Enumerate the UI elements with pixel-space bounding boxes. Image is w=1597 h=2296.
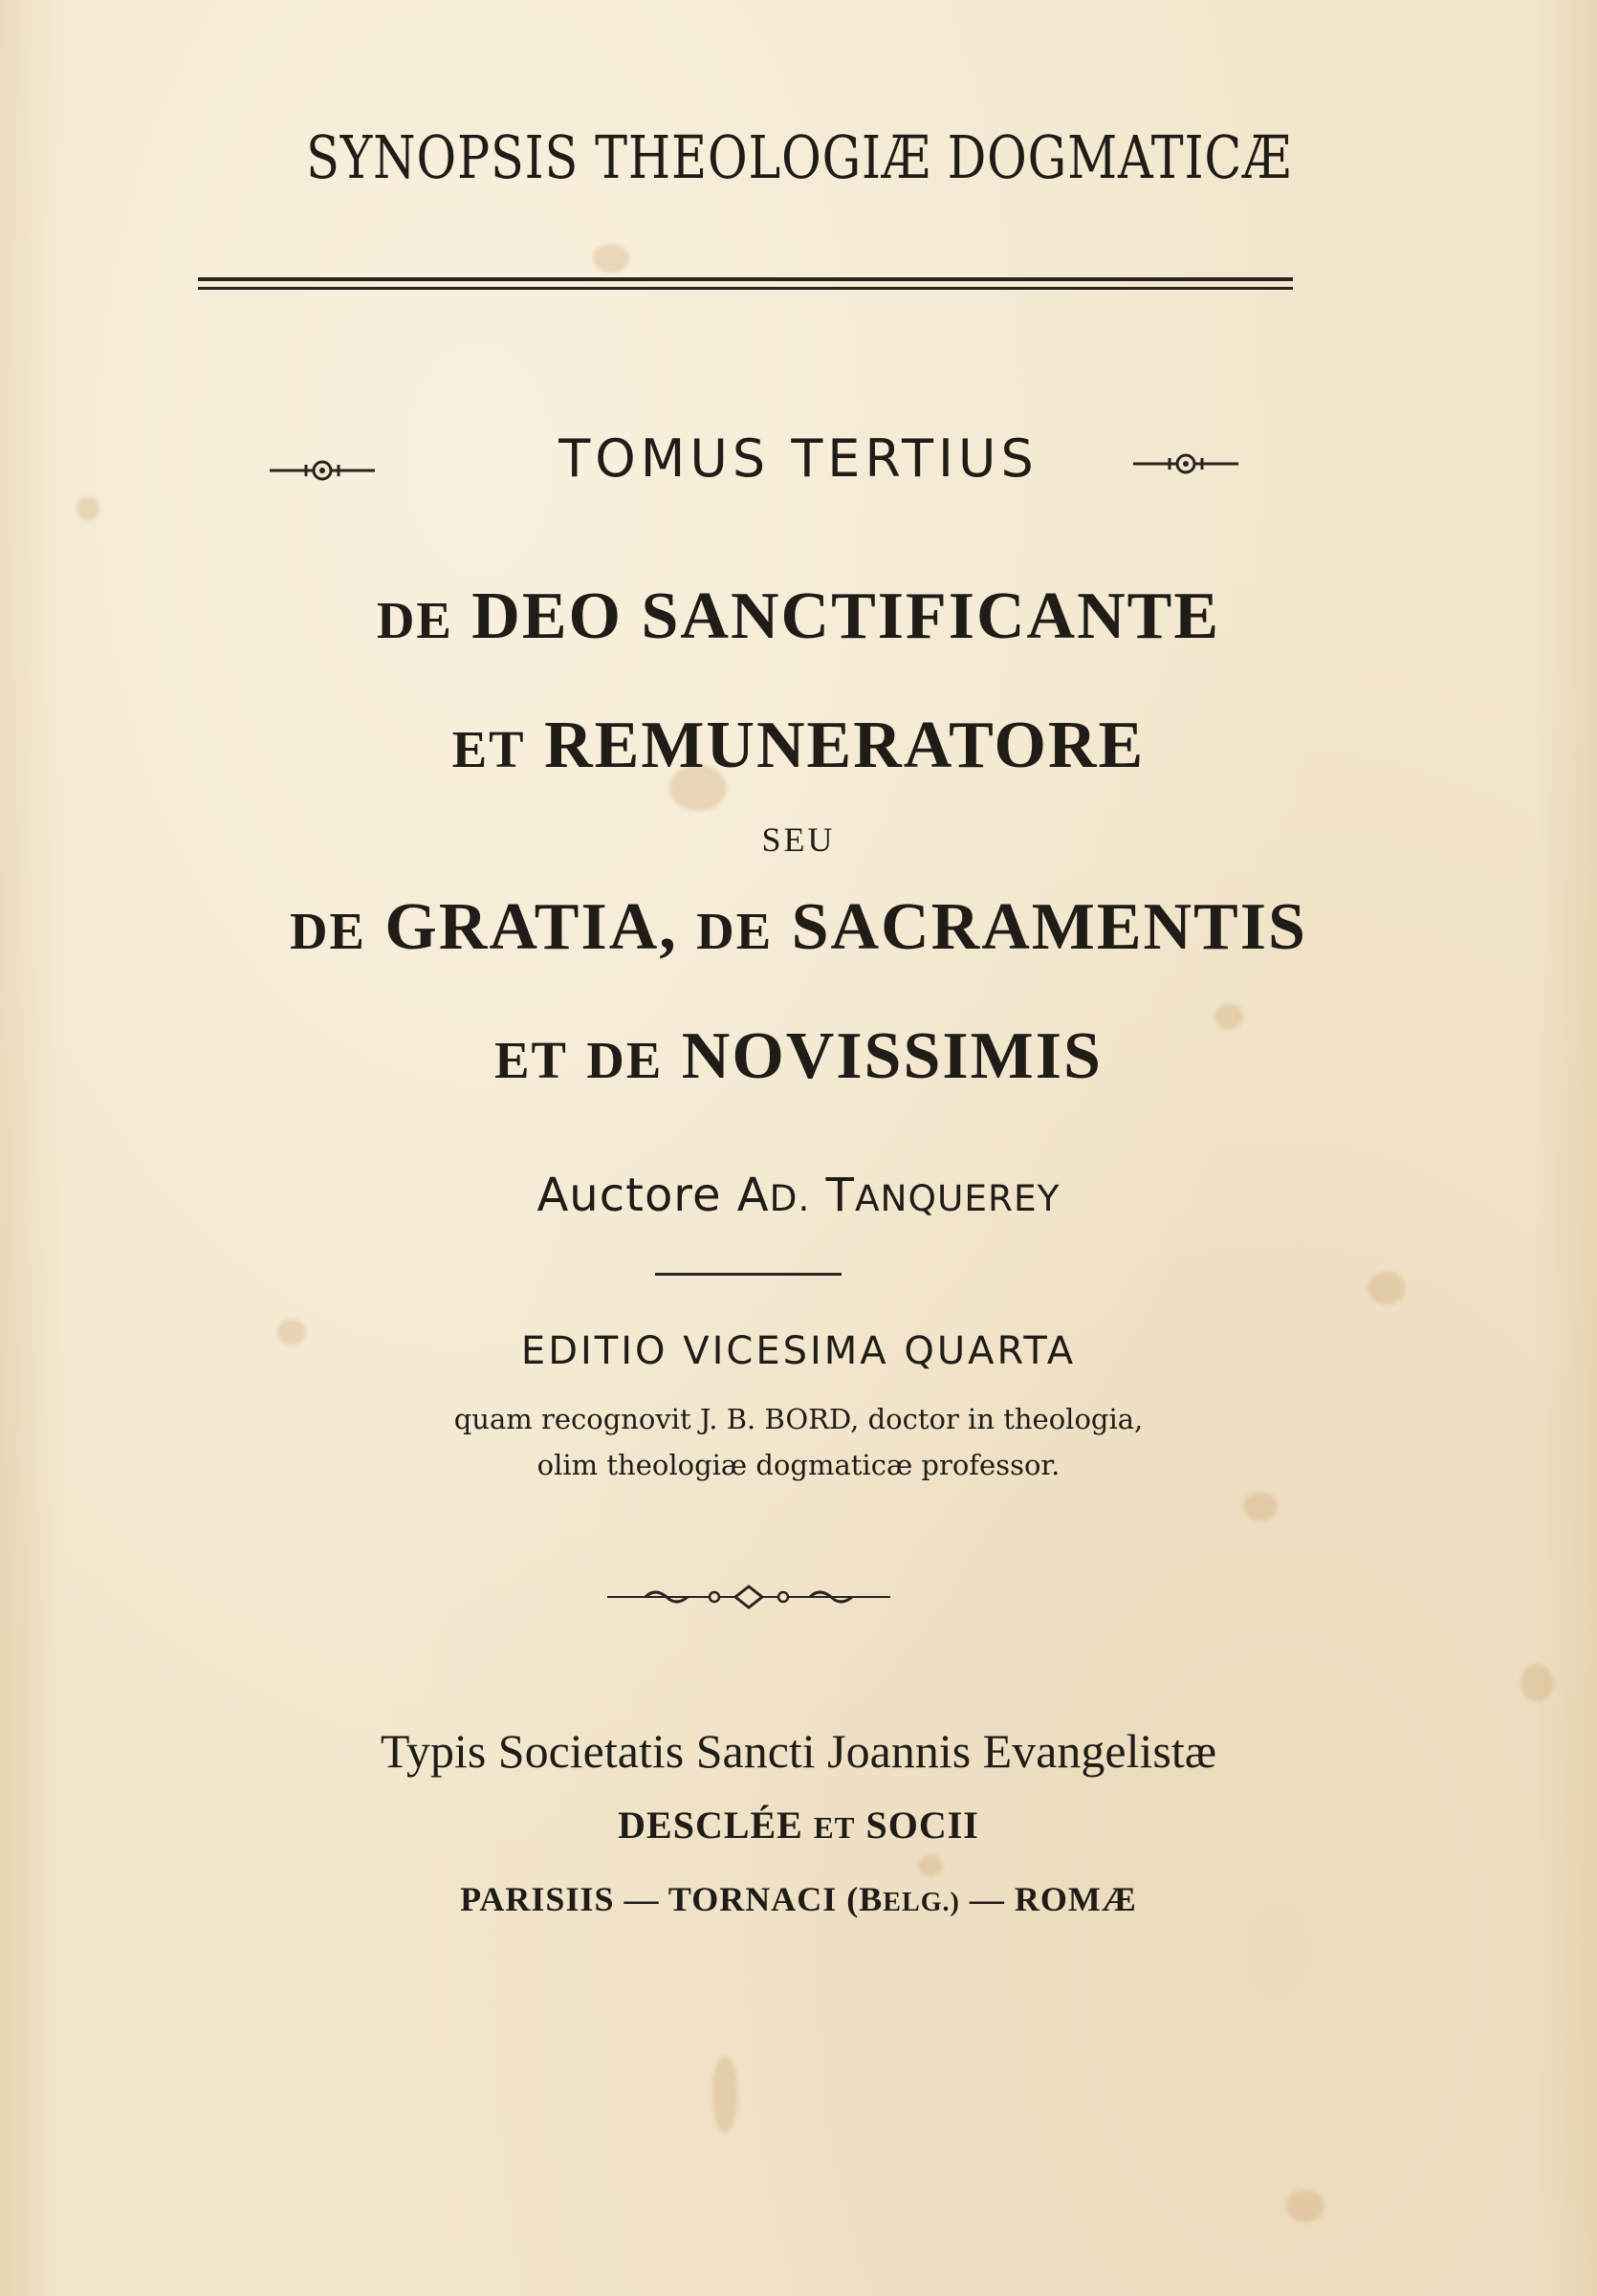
volume-label: TOMUS TERTIUS	[558, 428, 1039, 489]
foxing-spot	[918, 1855, 943, 1876]
foxing-spot	[712, 2056, 737, 2132]
publisher-line: DESCLÉE ET SOCII	[618, 1804, 979, 1847]
main-title-connector: SEU	[761, 820, 836, 859]
printer-line: Typis Societatis Sancti Joannis Evangelistæ	[380, 1724, 1217, 1778]
reviser-line: quam recognovit J. B. BORD, doctor in theologia,	[453, 1403, 1144, 1435]
header-rule-bottom	[198, 287, 1293, 290]
foxing-spot	[593, 244, 629, 273]
header-rule-top	[198, 277, 1293, 281]
foxing-spot	[1367, 1272, 1406, 1304]
flourish-ornament-icon	[607, 1583, 890, 1611]
right-ornament-icon	[1133, 449, 1238, 478]
author-line: Auctore AD. TANQUEREY	[536, 1169, 1061, 1222]
foxing-spot	[77, 497, 99, 520]
cities-line: PARISIIS — TORNACI (BELG.) — ROMÆ	[460, 1880, 1137, 1918]
main-title-line-4: DE GRATIA, DE SACRAMENTIS	[290, 890, 1307, 964]
main-title-line-1: DE DEO SANCTIFICANTE	[376, 579, 1221, 653]
author-rule	[655, 1273, 842, 1276]
foxing-spot	[1243, 1492, 1278, 1520]
foxing-spot	[1520, 1664, 1553, 1702]
main-title-line-2: ET REMUNERATORE	[451, 709, 1146, 782]
reviser-line-2: olim theologiæ dogmaticæ professor.	[536, 1449, 1061, 1481]
main-title-line-5: ET DE NOVISSIMIS	[494, 1019, 1103, 1093]
series-title: SYNOPSIS THEOLOGIÆ DOGMATICÆ	[305, 122, 1292, 192]
edition-label: EDITIO VICESIMA QUARTA	[520, 1329, 1077, 1373]
foxing-spot	[1286, 2190, 1324, 2222]
